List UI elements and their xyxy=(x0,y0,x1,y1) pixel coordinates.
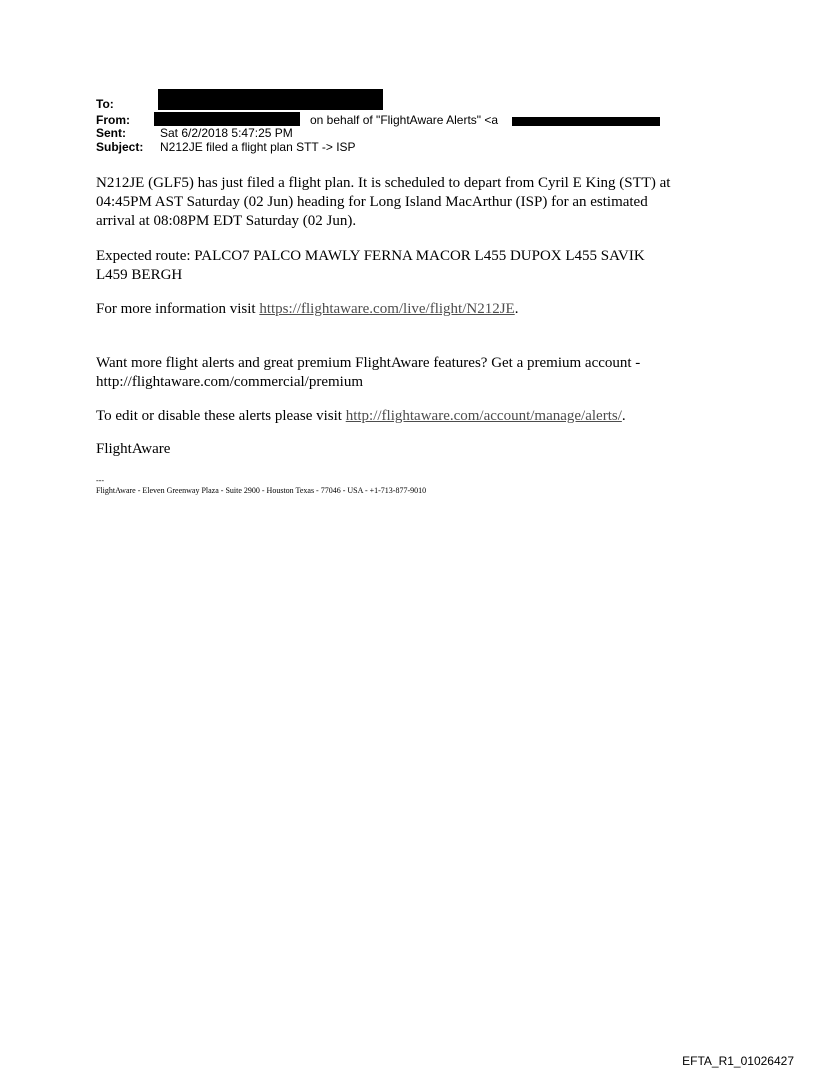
flight-plan-line-3: arrival at 08:08PM EDT Saturday (02 Jun). xyxy=(96,213,357,229)
route-line-1: Expected route: PALCO7 PALCO MAWLY FERNA MACOR L455 DUPOX L455 SAVIK xyxy=(96,248,645,264)
footer-address: FlightAware - Eleven Greenway Plaza - Suite 2900 - Houston Texas - 77046 - USA - +1-713-877-9010 xyxy=(96,486,427,495)
manage-alerts-text: To edit or disable these alerts please visit xyxy=(96,408,346,424)
sent-row xyxy=(96,127,293,140)
more-info-period: . xyxy=(514,301,519,317)
redaction-from-email xyxy=(512,117,660,126)
flight-link[interactable]: https://flightaware.com/live/flight/N212JE xyxy=(259,301,515,317)
premium-paragraph xyxy=(96,354,640,392)
more-info-paragraph xyxy=(96,300,518,319)
premium-line-1: Want more flight alerts and great premium FlightAware features? Get a premium account - xyxy=(96,355,641,371)
sent-value: Sat 6/2/2018 5:47:25 PM xyxy=(160,126,293,140)
more-info-text: For more information visit xyxy=(96,301,260,317)
signature: FlightAware xyxy=(96,441,171,457)
sent-label: Sent: xyxy=(96,126,126,140)
redaction-to xyxy=(158,89,383,110)
premium-line-2: http://flightaware.com/commercial/premium xyxy=(96,374,363,390)
flight-plan-line-1: N212JE (GLF5) has just filed a flight plan. It is scheduled to depart from Cyril E King (STT) at xyxy=(96,175,671,191)
manage-alerts-period: . xyxy=(621,408,626,424)
route-line-2: L459 BERGH xyxy=(96,267,183,283)
flight-plan-paragraph xyxy=(96,174,670,231)
subject-label: Subject: xyxy=(96,140,144,154)
to-label: To: xyxy=(96,97,114,111)
document-id: EFTA_R1_01026427 xyxy=(682,1054,794,1068)
to-row xyxy=(96,98,160,111)
subject-value: N212JE filed a flight plan STT -> ISP xyxy=(160,140,356,154)
flight-plan-line-2: 04:45PM AST Saturday (02 Jun) heading for Long Island MacArthur (ISP) for an estimated xyxy=(96,194,648,210)
manage-alerts-paragraph xyxy=(96,407,626,426)
redaction-from-name xyxy=(154,112,300,126)
expected-route-paragraph xyxy=(96,247,645,285)
footer-separator: --- xyxy=(96,476,104,485)
from-label: From: xyxy=(96,113,130,127)
manage-alerts-link[interactable]: http://flightaware.com/account/manage/alerts/ xyxy=(345,408,622,424)
from-value: on behalf of "FlightAware Alerts" <a xyxy=(310,113,499,127)
subject-row xyxy=(96,141,356,154)
